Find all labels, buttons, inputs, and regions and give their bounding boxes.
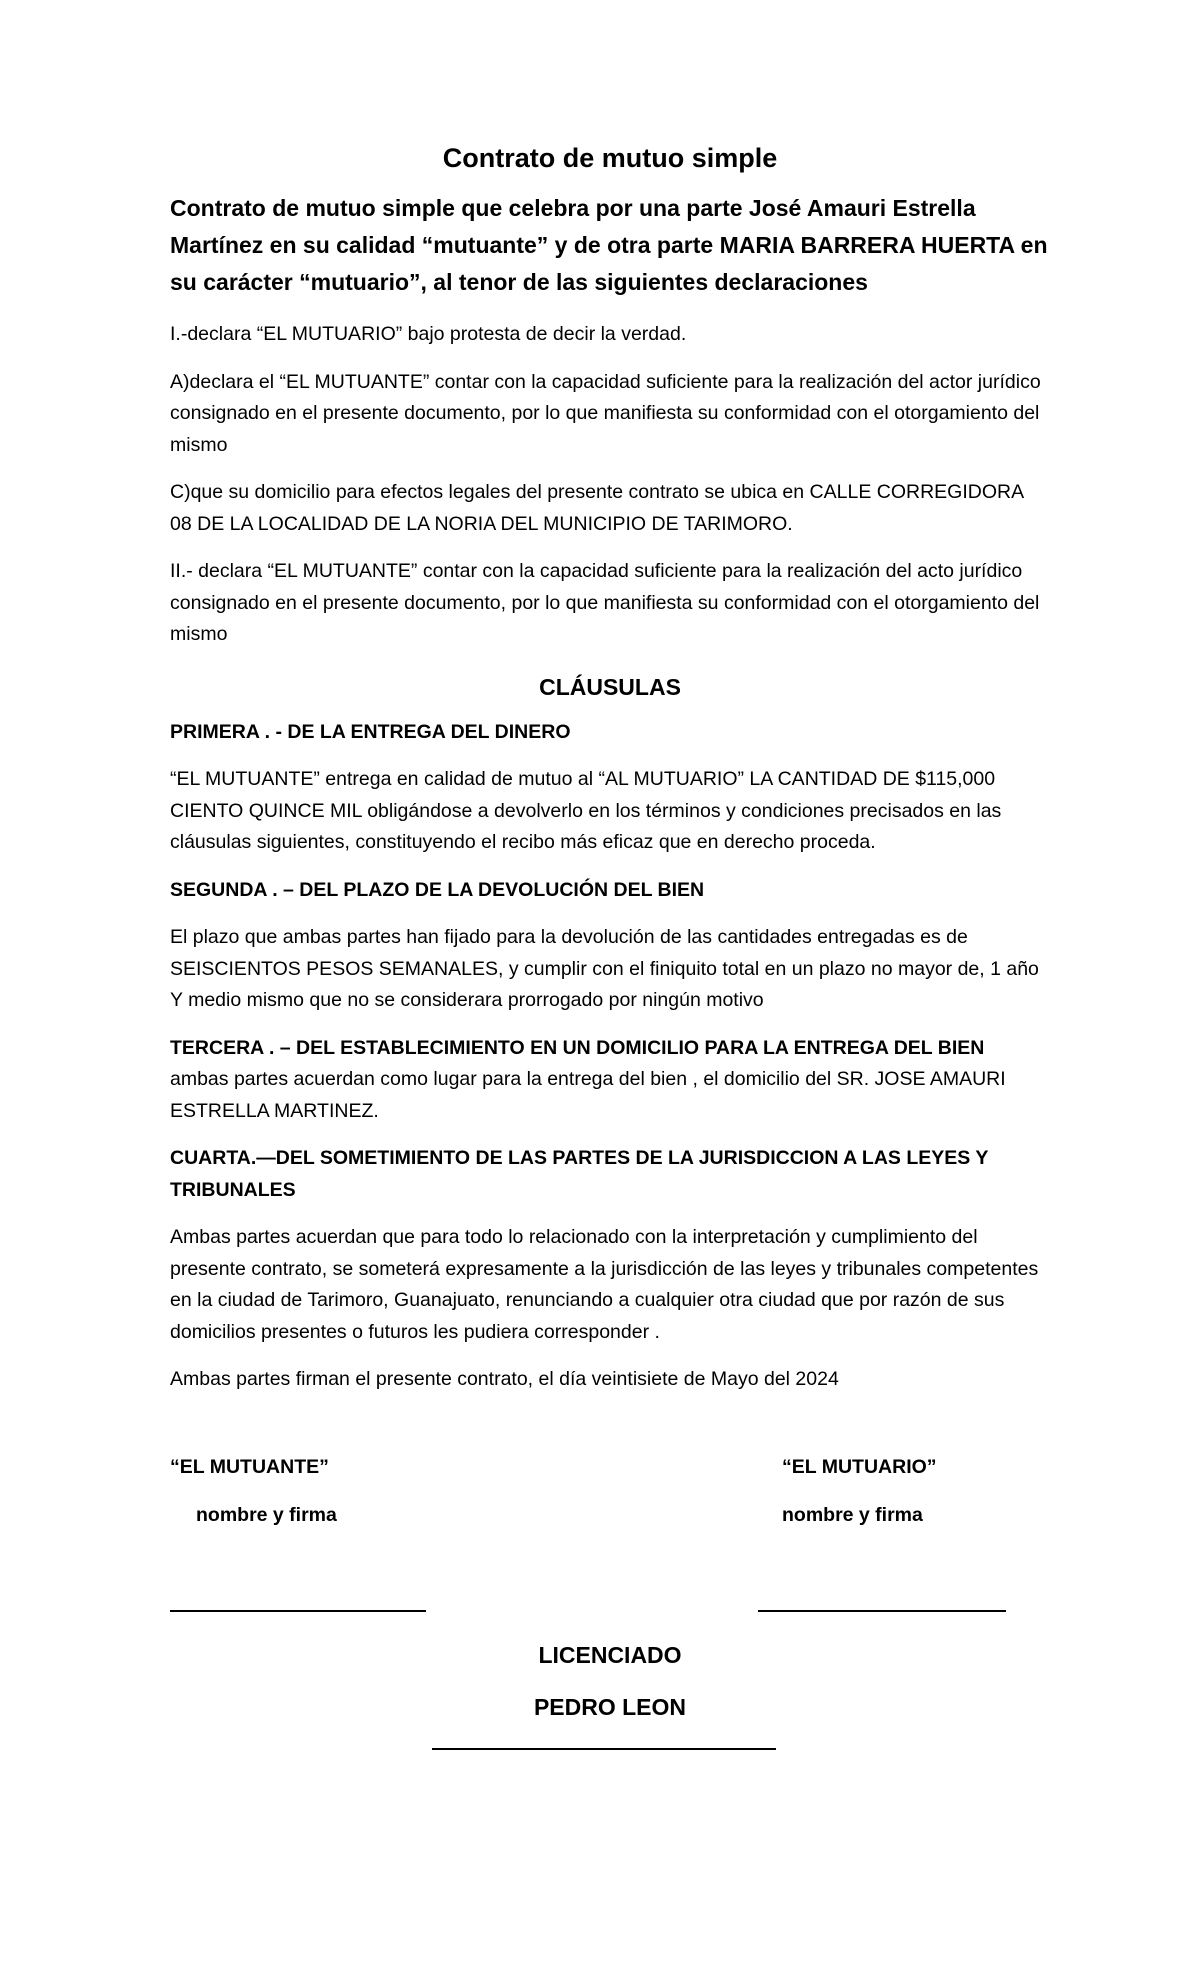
declaration-1: I.-declara “EL MUTUARIO” bajo protesta de decir la verdad. (170, 323, 687, 345)
signature-sublabels-row (170, 1500, 1050, 1548)
declaration-a: A)declara el “EL MUTUANTE” contar con la capacidad suficiente para la realización del actor jurídico consignado en el presente documento, por lo que manifiesta su conformidad con el otorgamiento del mismo (170, 370, 1041, 456)
declaration-c: C)que su domicilio para efectos legales del presente contrato se ubica en CALLE CORREGIDORA 08 DE LA LOCALIDAD DE LA NORIA DEL MUNICIPIO DE TARIMORO. (170, 481, 1024, 535)
mutuante-name-sign-label: nombre y firma (196, 1503, 337, 1526)
clause-2-body: El plazo que ambas partes han fijado para la devolución de las cantidades entregadas es de SEISCIENTOS PESOS SEMANALES, y cumplir con el finiquito total en un plazo no mayor de, 1 año Y medio mismo que no se considerara prorrogado por ningún motivo (170, 926, 1039, 1011)
mutuante-signature-line (170, 1610, 426, 1612)
clause-4-title: CUARTA.—DEL SOMETIMIENTO DE LAS PARTES DE LA JURISDICCION A LAS LEYES Y TRIBUNALES (170, 1147, 989, 1201)
witness-signature-line (432, 1748, 776, 1750)
mutuario-name-sign-label: nombre y firma (782, 1503, 923, 1526)
mutuario-signature-line (758, 1610, 1006, 1612)
signature-labels-row (170, 1452, 1050, 1500)
clause-2-title: SEGUNDA . – DEL PLAZO DE LA DEVOLUCIÓN DEL BIEN (170, 878, 705, 901)
witness-title: LICENCIADO (538, 1641, 682, 1668)
clause-4-body: Ambas partes acuerdan que para todo lo relacionado con la interpretación y cumplimiento del presente contrato, se someterá expresamente a la jurisdicción de las leyes y tribunales competentes en la ciudad de Tarimoro, Guanajuato, renunciando a cualquier otra ciudad que por razón de sus domicilios presentes o futuros les pudiera corresponder . (170, 1226, 1039, 1343)
witness-line-row (170, 1742, 1050, 1782)
mutuante-label: “EL MUTUANTE” (170, 1455, 329, 1478)
mutuario-label: “EL MUTUARIO” (782, 1455, 937, 1478)
declaration-2: II.- declara “EL MUTUANTE” contar con la capacidad suficiente para la realización del acto jurídico consignado en el presente documento, por lo que manifiesta su conformidad con el otorgamiento del mismo (170, 560, 1040, 645)
signature-lines-row (170, 1598, 1050, 1638)
clause-3-title: TERCERA . – DEL ESTABLECIMIENTO EN UN DOMICILIO PARA LA ENTREGA DEL BIEN (170, 1036, 985, 1059)
intro-paragraph: Contrato de mutuo simple que celebra por una parte José Amauri Estrella Martínez en su calidad “mutuante” y de otra parte MARIA BARRERA HUERTA en su carácter “mutuario”, al tenor de las siguientes declaraciones (170, 195, 1048, 295)
clause-1-title: PRIMERA . - DE LA ENTREGA DEL DINERO (170, 720, 571, 743)
witness-name: PEDRO LEON (533, 1693, 687, 1720)
clauses-heading: CLÁUSULAS (539, 673, 681, 700)
closing-statement: Ambas partes firman el presente contrato, el día veintisiete de Mayo del 2024 (170, 1368, 839, 1390)
clause-1-body: “EL MUTUANTE” entrega en calidad de mutuo al “AL MUTUARIO” LA CANTIDAD DE $115,000 CIENTO QUINCE MIL obligándose a devolverlo en los términos y condiciones precisados en las cláusulas siguientes, constituyendo el recibo más eficaz que en derecho proceda. (170, 768, 1002, 853)
document-title: Contrato de mutuo simple (442, 143, 778, 173)
clause-3-body: ambas partes acuerdan como lugar para la entrega del bien , el domicilio del SR. JOSE AMAURI ESTRELLA MARTINEZ. (170, 1068, 1006, 1122)
contract-page (170, 140, 1050, 1782)
